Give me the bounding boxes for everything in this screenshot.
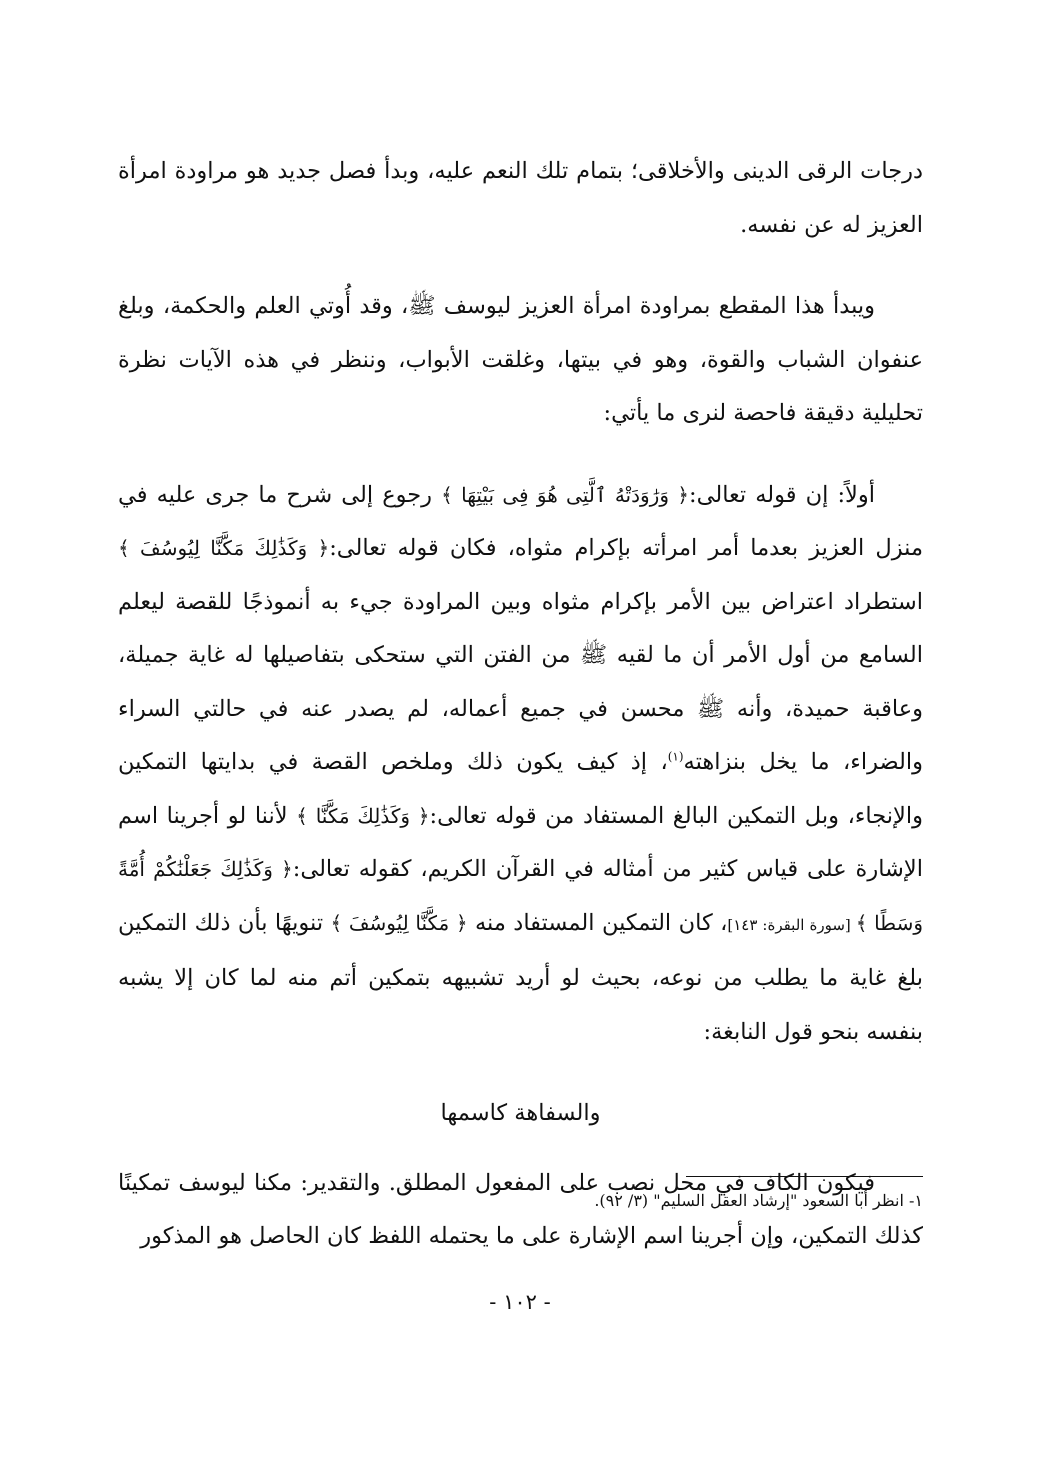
paragraph-4: فيكون الكاف في محل نصب على المفعول المطلق. والتقدير: مكنا ليوسف تمكينًا كذلك التمكين، وإن أجرينا اسم الإشارة على ما يحتمله اللفظ كان الحاصل هو المذكور — [118, 1169, 923, 1249]
quran-quote: ﴿ وَكَذَٰلِكَ مَكَّنَّا ﴾ — [296, 803, 430, 828]
quran-quote: ﴿ وَرَٰوَدَتْهُ ٱلَّتِى هُوَ فِى بَيْتِهَا ﴾ — [441, 482, 689, 507]
paragraph-3 — [118, 469, 923, 1060]
surah-reference: [سورة البقرة: ١٤٣] — [727, 915, 856, 934]
page-body — [118, 145, 923, 1292]
text-segment: ، كان التمكين المستفاد منه — [467, 909, 728, 936]
text-segment: أولاً: إن قوله تعالى: — [689, 481, 875, 508]
quran-quote: ﴿ مَكَّنَّا لِيُوسُفَ ﴾ — [330, 910, 468, 935]
footnote: ١- انظر أبا السعود "إرشاد العقل السليم" (٣/ ٩٢). — [594, 1191, 923, 1210]
paragraph-1: درجات الرقى الدينى والأخلاقى؛ بتمام تلك النعم عليه، وبدأ فصل جديد هو مراودة امرأة العزيز له عن نفسه. — [118, 158, 923, 238]
text-segment: تنويهًا بأن ذلك التمكين بلغ غاية ما يطلب من نوعه، بحيث لو أريد تشبيهه بتمكين أتم منه لما كان إلا يشبه بنفسه بنحو قول النابغة: — [118, 909, 923, 1045]
text-segment: استطراد اعتراض بين الأمر بإكرام مثواه وبين المراودة جيء به أنموذجًا للقصة ليعلم السامع من أول الأمر أن ما لقيه ﷺ من الفتن التي ستحكى بتفاصيلها له غاية جميلة، وعاقبة حميدة، وأنه ﷺ محسن في جميع أعماله، لم يصدر عنه في حالتي السراء والضراء، ما يخل بنزاهته — [118, 588, 923, 775]
footnote-divider — [686, 1176, 923, 1177]
quran-quote: ﴿ وَكَذَٰلِكَ جَعَلْنَٰكُمْ أُمَّةً وَسَطًا ﴾ — [118, 857, 924, 935]
paragraph-2: ويبدأ هذا المقطع بمراودة امرأة العزيز ليوسف ﷺ، وقد أُوتي العلم والحكمة، وبلغ عنفوان الشباب والقوة، وهو في بيتها، وغلقت الأبواب، وننظر في هذه الآيات نظرة تحليلية دقيقة فاحصة لنرى ما يأتي: — [118, 293, 923, 426]
text-segment: رجوع إلى شرح ما جرى عليه في منزل العزيز بعدما أمر امرأته بإكرام مثواه، فكان قوله تعالى: — [118, 481, 923, 561]
page-number: - ١٠٢ - — [489, 1290, 551, 1314]
poetry-verse: والسفاهة كاسمها — [440, 1100, 601, 1126]
text-segment: لأننا لو أجرينا اسم الإشارة على قياس كثير من أمثاله في القرآن الكريم، كقوله تعالى: — [118, 802, 923, 882]
quran-quote: ﴿ وَكَذَٰلِكَ مَكَّنَّا لِيُوسُفَ ﴾ — [118, 536, 330, 560]
text-segment: ، إذ كيف يكون ذلك وملخص القصة في بدايتها التمكين والإنجاء، وبل التمكين البالغ المستفاد من قوله تعالى: — [118, 749, 923, 829]
footnote-marker: (١) — [667, 749, 684, 764]
